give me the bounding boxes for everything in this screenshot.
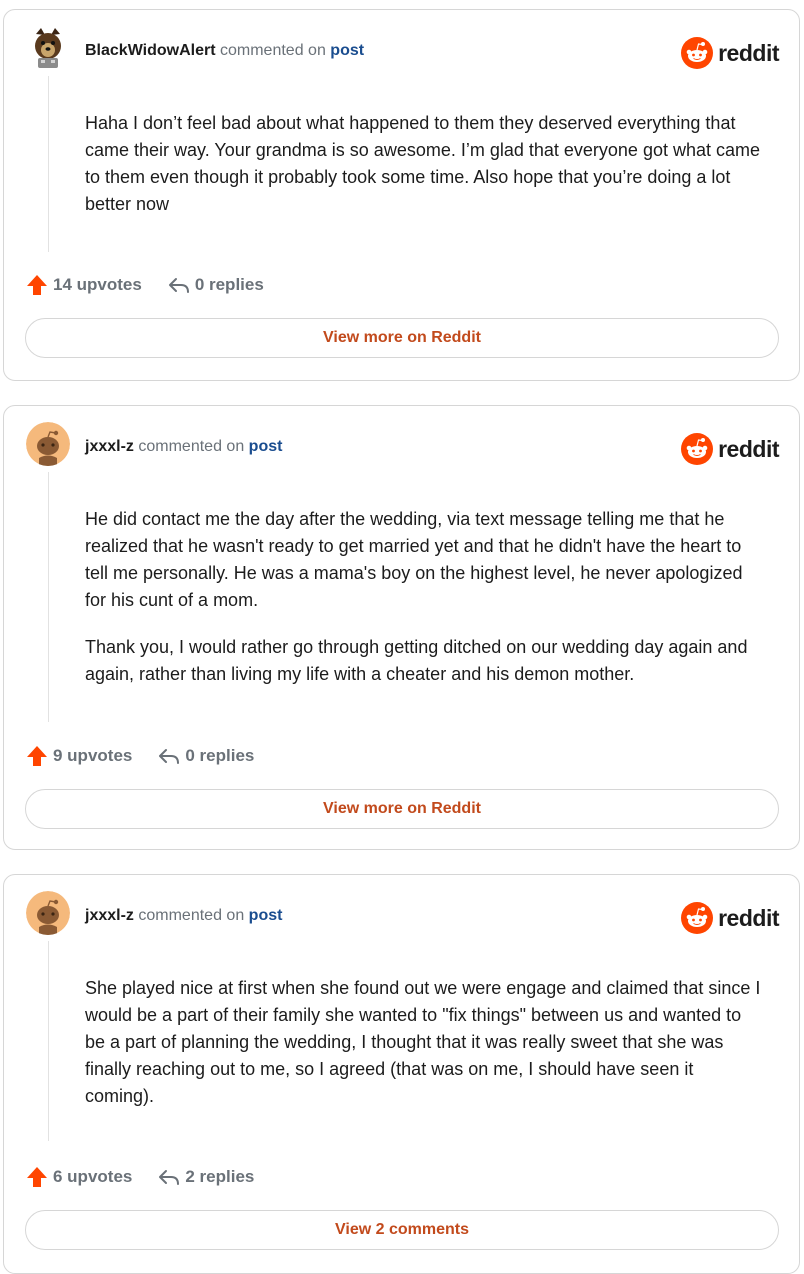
post-link[interactable]: post — [330, 42, 365, 59]
post-link[interactable]: post — [248, 907, 283, 924]
reply-count: 0 replies — [194, 275, 264, 294]
username[interactable]: jxxxl-z — [85, 907, 134, 924]
reply-arrow-icon — [158, 1167, 180, 1187]
upvote-count: 6 upvotes — [53, 1167, 133, 1186]
comment-actions — [26, 745, 254, 767]
avatar[interactable] — [26, 422, 70, 466]
comment-paragraph: She played nice at first when she found out we were engage and claimed that since I would be a part of their family she wanted to "fix things" between us and wanted to be a part of planning the wedding, I thought that it was really sweet that she was finally reaching out to me, so I agreed (that was on me, I should have seen it coming). — [85, 978, 761, 1106]
view-more-button[interactable]: View more on Reddit — [25, 789, 779, 829]
commented-on-text: commented on — [138, 438, 245, 455]
reddit-logo[interactable] — [681, 433, 779, 465]
username[interactable]: jxxxl-z — [85, 438, 134, 455]
avatar-snoo-icon — [26, 891, 70, 935]
reddit-snoo-icon — [681, 433, 713, 465]
comment-card — [3, 9, 800, 381]
comment-body — [85, 110, 763, 238]
reddit-logo-text: reddit — [718, 39, 779, 66]
reply-button[interactable] — [168, 275, 264, 295]
reply-button[interactable] — [158, 1167, 254, 1187]
thread-line — [48, 472, 49, 722]
upvote-count: 9 upvotes — [53, 746, 133, 765]
reply-count: 0 replies — [185, 746, 255, 765]
comment-header — [85, 41, 364, 61]
avatar-dog-icon — [26, 26, 70, 70]
comment-actions — [26, 274, 264, 296]
thread-line — [48, 76, 49, 252]
reddit-snoo-icon — [681, 902, 713, 934]
commented-on-text: commented on — [138, 907, 245, 924]
view-more-button[interactable]: View more on Reddit — [25, 318, 779, 358]
upvote-button[interactable] — [26, 745, 132, 767]
comment-card — [3, 874, 800, 1274]
comment-body — [85, 506, 763, 708]
reddit-snoo-icon — [681, 37, 713, 69]
reddit-logo[interactable] — [681, 902, 779, 934]
comment-card — [3, 405, 800, 850]
comment-body — [85, 975, 763, 1130]
comment-paragraph: Thank you, I would rather go through getting ditched on our wedding day again and again, rather than living my life with a cheater and his demon mother. — [85, 637, 748, 684]
avatar[interactable] — [26, 891, 70, 935]
reply-arrow-icon — [158, 746, 180, 766]
reply-arrow-icon — [168, 275, 190, 295]
upvote-button[interactable] — [26, 1166, 132, 1188]
reddit-logo-text: reddit — [718, 435, 779, 462]
upvote-arrow-icon — [26, 274, 48, 296]
comment-paragraph: Haha I don’t feel bad about what happened to them they deserved everything that came their way. Your grandma is so awesome. I’m glad that everyone got what came to them even though it probably took some time. Also hope that you’re doing a lot better now — [85, 113, 761, 214]
avatar-snoo-icon — [26, 422, 70, 466]
reply-count: 2 replies — [185, 1167, 255, 1186]
commented-on-text: commented on — [220, 42, 326, 59]
post-link[interactable]: post — [248, 438, 283, 455]
comment-actions — [26, 1166, 254, 1188]
upvote-count: 14 upvotes — [53, 275, 142, 294]
upvote-button[interactable] — [26, 274, 142, 296]
comment-header — [85, 906, 282, 926]
upvote-arrow-icon — [26, 745, 48, 767]
thread-line — [48, 941, 49, 1141]
reply-button[interactable] — [158, 746, 254, 766]
upvote-arrow-icon — [26, 1166, 48, 1188]
username[interactable]: BlackWidowAlert — [85, 42, 216, 59]
reddit-logo-text: reddit — [718, 904, 779, 931]
reddit-logo[interactable] — [681, 37, 779, 69]
avatar[interactable] — [26, 26, 70, 70]
view-comments-button[interactable]: View 2 comments — [25, 1210, 779, 1250]
comment-paragraph: He did contact me the day after the wedding, via text message telling me that he realized that he wasn't ready to get married yet and that he didn't have the heart to tell me personally. He was a mama's boy on the highest level, he never apologized for his cunt of a mom. — [85, 509, 743, 610]
comment-header — [85, 437, 282, 457]
